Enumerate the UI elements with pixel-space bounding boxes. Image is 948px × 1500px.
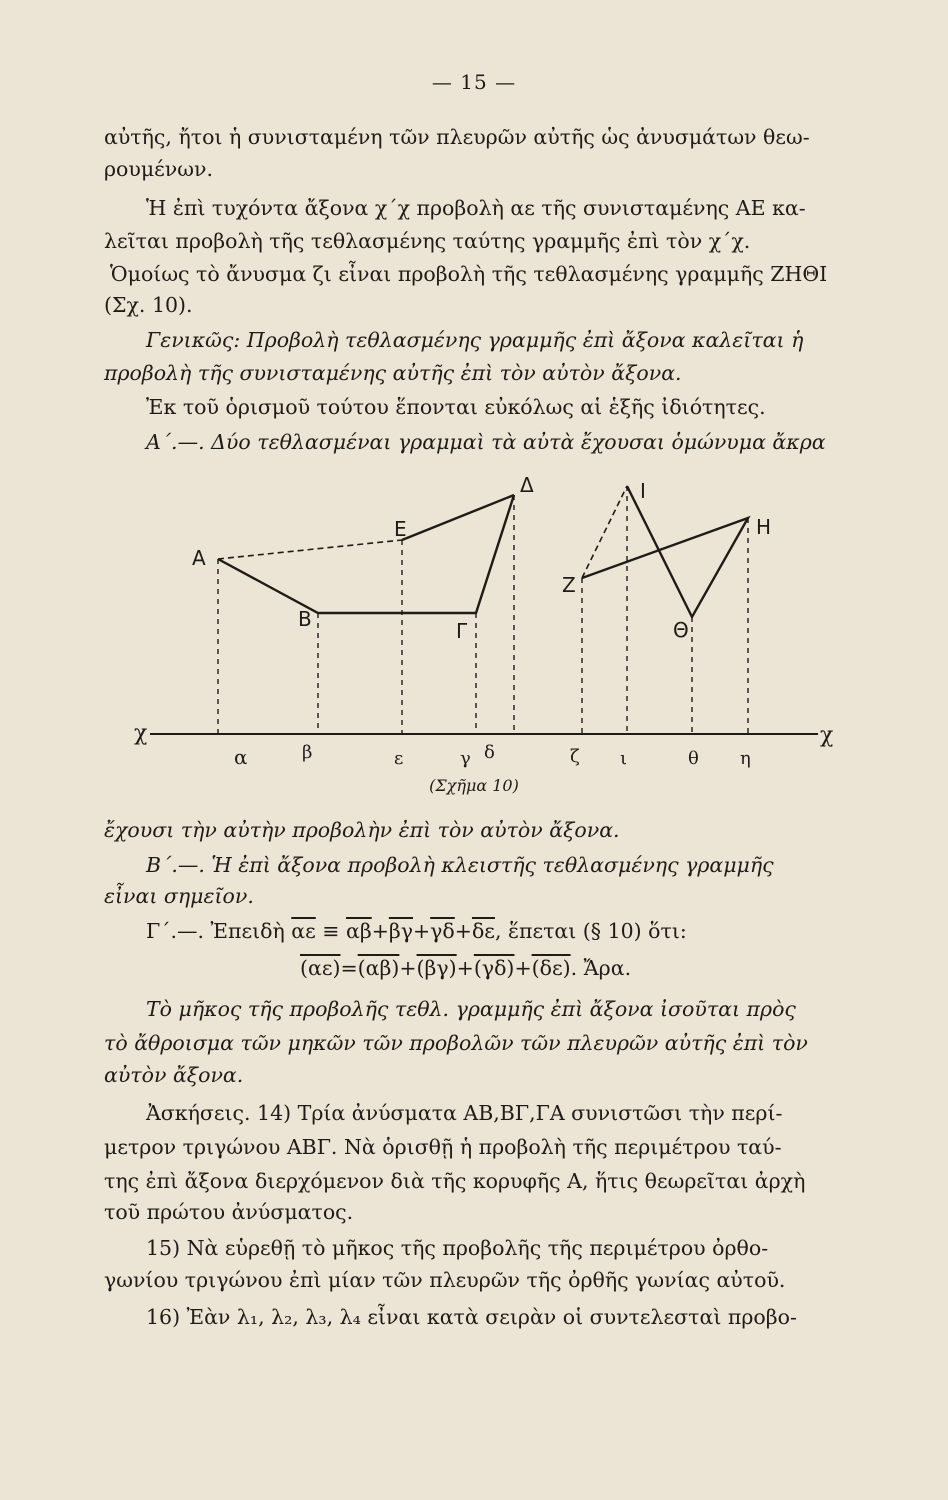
eq2-term: (δε) [531,956,571,980]
proj-label-h: η [740,748,751,769]
proj-label-g: γ [460,748,471,769]
text-line: εἶναι σημεῖον. [104,884,254,908]
exercise-line: τοῦ πρώτου ἀνύσματος. [104,1200,354,1224]
eq1-term: $\overline{\alpha\beta}$ [345,919,372,943]
plus-sign: + [371,919,389,943]
proj-label-d: δ [484,742,495,763]
exercise-line: μετρον τριγώνου ΑΒΓ. Νὰ ὁρισθῇ ἡ προβολὴ τῆς περιμέτρου ταύ- [104,1135,782,1159]
label-Th: Θ [673,618,689,642]
resultant-ae [218,540,402,559]
axis-label-left: χ [134,721,148,746]
text-line: αὐτῆς, ἤτοι ἡ συνισταμένη τῶν πλευρῶν αὐτῆς ὡς ἀνυσμάτων θεω- [104,125,810,149]
plus-sign: + [399,956,417,980]
polyline-zhthi [582,486,748,617]
eq2-suffix: . Ἄρα. [570,956,632,980]
label-I: Ι [640,479,646,503]
text-line: ρουμένων. [104,157,213,181]
property-a-line: Α΄.—. Δύο τεθλασμέναι γραμμαὶ τὰ αὐτὰ ἔχουσαι ὁμώνυμα ἄκρα [146,430,826,454]
proj-label-z: ζ [570,746,580,767]
eq1-suffix: , ἕπεται (§ 10) ὅτι: [494,919,687,943]
label-A: Α [192,546,206,570]
figure-caption: (Σχῆμα 10) [429,776,519,795]
segment-de [402,495,514,540]
label-G: Γ [456,619,468,643]
plus-sign: + [514,956,532,980]
eq1-equals: ≡ [315,919,346,943]
eq1-term: $\overline{\beta\gamma}$ [388,919,413,943]
proj-label-th: θ [688,748,699,769]
axis-label-right: χ [820,723,834,748]
plus-sign: + [454,919,472,943]
equation-line [300,953,948,983]
eq2-term: (γδ) [473,956,515,980]
exercise-line: 15) Νὰ εὑρεθῇ τὸ μῆκος τῆς προβολῆς τῆς περιμέτρου ὀρθο- [146,1236,769,1260]
eq1-term: $\overline{\delta\varepsilon}$ [471,919,495,943]
exercise-line: Ἀσκήσεις. 14) Τρία ἀνύσματα ΑΒ,ΒΓ,ΓΑ συνιστῶσι τὴν περί- [146,1101,783,1125]
theorem-line: τὸ ἄθροισμα τῶν μηκῶν τῶν προβολῶν τῶν πλευρῶν αὐτῆς ἐπὶ τὸν [104,1031,808,1055]
eq1-term: $\overline{\gamma\delta}$ [430,919,455,943]
text-line: λεῖται προβολὴ τῆς τεθλασμένης ταύτης γραμμῆς ἐπὶ τὸν χ΄χ. [104,229,751,253]
eq2-term: (βγ) [416,956,457,980]
text-line: Ὁμοίως τὸ ἄνυσμα ζι εἶναι προβολὴ τῆς τεθλασμένης γραμμῆς ΖΗΘΙ [110,262,828,286]
plus-sign: + [456,956,474,980]
page-number: — 15 — [431,70,517,94]
definition-line: προβολὴ τῆς συνισταμένης αὐτῆς ἐπὶ τὸν αὐτὸν ἄξονα. [104,361,682,385]
text-line: Ἡ ἐπὶ τυχόντα ἄξονα χ΄χ προβολὴ αε τῆς συνισταμένης ΑΕ κα- [146,196,806,220]
proj-label-b: β [302,742,313,763]
figure-10 [0,462,948,782]
theorem-line: Τὸ μῆκος τῆς προβολῆς τεθλ. γραμμῆς ἐπὶ ἄξονα ἰσοῦται πρὸς [146,997,796,1021]
eq2-lhs: (αε) [300,956,341,980]
label-D: Δ [520,473,534,497]
label-E: Ε [394,517,407,541]
exercise-line: 16) Ἐὰν λ₁, λ₂, λ₃, λ₄ εἶναι κατὰ σειρὰν οἱ συντελεσταὶ προβο- [146,1305,797,1329]
proj-label-a: α [234,745,248,769]
exercise-line: γωνίου τριγώνου ἐπὶ μίαν τῶν πλευρῶν τῆς ὀρθῆς γωνίας αὐτοῦ. [104,1268,786,1292]
label-B: Β [298,607,312,631]
plus-sign: + [412,919,431,943]
gamma-prefix: Γ΄.—. Ἐπειδὴ [146,919,285,943]
exercise-line: της ἐπὶ ἄξονα διερχόμενον διὰ τῆς κορυφῆς Α, ἥτις θεωρεῖται ἀρχὴ [104,1169,806,1193]
property-b-line: Β΄.—. Ἡ ἐπὶ ἄξονα προβολὴ κλειστῆς τεθλασμένης γραμμῆς [146,853,774,877]
text-line: (Σχ. 10). [104,293,193,317]
label-Z: Ζ [562,573,576,597]
proj-label-e: ε [394,748,404,769]
theorem-line: αὐτὸν ἄξονα. [104,1063,244,1087]
eq1-lhs: $\overline{\alpha\varepsilon}$ [291,919,316,943]
eq2-term: (αβ) [357,956,400,980]
text-line: Ἐκ τοῦ ὁρισμοῦ τούτου ἕπονται εὐκόλως αἱ ἑξῆς ἰδιότητες. [146,395,766,419]
eq2-equals: = [340,956,358,980]
definition-line: Γενικῶς: Προβολὴ τεθλασμένης γραμμῆς ἐπὶ ἄξονα καλεῖται ἡ [146,328,804,352]
text-line: ἔχουσι τὴν αὐτὴν προβολὴν ἐπὶ τὸν αὐτὸν ἄξονα. [104,818,620,842]
label-H: Η [756,515,772,539]
property-g-line [146,916,916,946]
proj-label-i: ι [620,748,628,769]
